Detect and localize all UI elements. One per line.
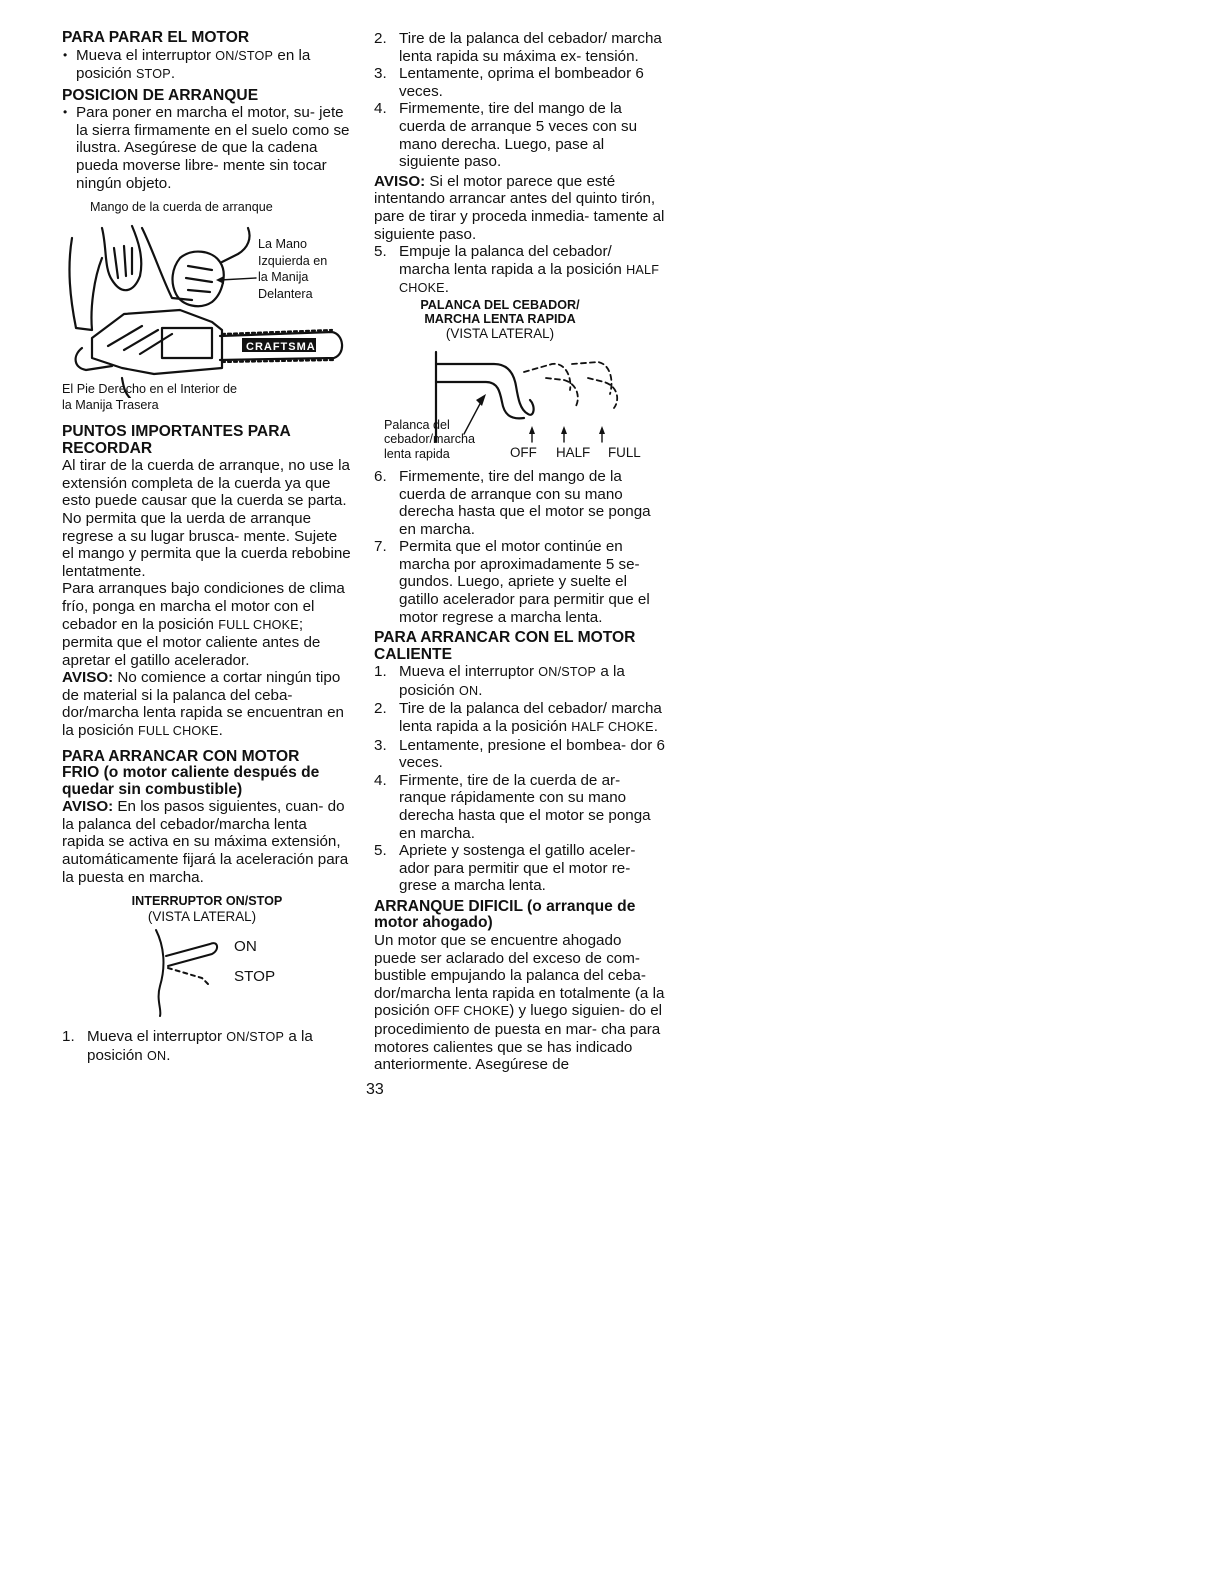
label-line: la Manija Trasera <box>62 397 159 412</box>
cold-step-5 <box>374 243 666 298</box>
text: . <box>478 681 483 699</box>
switch-stop-label: STOP <box>234 968 276 986</box>
cold-start-subheading: FRIO (o motor caliente después de quedar sin combustible) <box>62 764 320 798</box>
label-line: Delantera <box>258 286 313 301</box>
stop-heading: PARA PARAR EL MOTOR <box>62 29 250 46</box>
text: Lentamente, presione el bombea- dor 6 veces. <box>399 736 665 772</box>
text: HALF CHOKE <box>571 720 654 735</box>
warm-step-4 <box>374 772 666 842</box>
brand-logo: CRAFTSMAN <box>246 341 325 354</box>
page-number: 33 <box>366 1081 384 1098</box>
step-number: 1. <box>374 663 387 681</box>
cold-step-3 <box>374 65 666 100</box>
starter-handle-label: Mango de la cuerda de arranque <box>90 200 273 215</box>
label-line: lenta rapida <box>384 446 450 461</box>
text: Mueva el interruptor <box>87 1028 227 1046</box>
step-number: 3. <box>374 736 387 754</box>
text: . <box>444 279 450 297</box>
label-line: Izquierda en <box>258 253 328 268</box>
text: OFF CHOKE <box>433 1004 510 1019</box>
text: STOP <box>135 67 171 82</box>
warm-step-2 <box>374 700 666 736</box>
text: en la posición <box>76 46 311 83</box>
cold-step-2 <box>374 30 666 65</box>
text: Tire de la palanca del cebador/ marcha lenta rapida su máxima ex- tensión. <box>399 30 662 65</box>
step-number: 5. <box>374 842 387 860</box>
on-stop-switch-figure <box>62 894 352 1022</box>
step-number: 3. <box>374 65 387 83</box>
flooded-start-text <box>374 932 666 1074</box>
warning-label: AVISO: <box>374 172 426 190</box>
right-foot-label <box>62 382 237 413</box>
left-column <box>62 30 352 1065</box>
stop-instruction <box>62 47 352 84</box>
step-number: 2. <box>374 30 387 47</box>
start-position-text: • Para poner en marcha el motor, su- jete la sierra firmamente en el suelo como se ilustra. Asegúrese de que la cadena pueda moverse libre- mente sin tocar ningún objeto. <box>62 104 352 192</box>
text: Si el motor parece que esté intentando arrancar antes del quinto tirón, pare de tirar y proceda inmedia- tamente al siguiente paso. <box>374 172 665 243</box>
choke-off-label: OFF <box>510 444 537 460</box>
step-number: 5. <box>374 243 387 261</box>
label-line: la Manija <box>258 270 309 285</box>
label-line: La Mano <box>258 237 308 252</box>
choke-figure-title-2: MARCHA LENTA RAPIDA <box>424 311 576 326</box>
text: . <box>170 65 176 83</box>
text: ; permita que el motor caliente antes de apretar el gatillo acelerador. <box>62 615 321 669</box>
text: . <box>218 722 223 740</box>
text: Firmemente, tire del mango de la cuerda de arranque con su mano derecha hasta que el motor se ponga en marcha. <box>399 467 651 538</box>
text: ON/STOP <box>538 665 597 680</box>
cold-step-4 <box>374 100 666 170</box>
cold-step-1 <box>62 1028 352 1065</box>
text: En los pasos siguientes, cuan- do la palanca del cebador/marcha lenta rapida se activa en su máxima extensión, automáticamente fijará la aceleración para la puesta en marcha. <box>62 798 349 886</box>
warm-step-3 <box>374 737 666 772</box>
switch-figure-title: INTERRUPTOR ON/STOP <box>131 894 283 909</box>
starting-position-figure <box>62 198 352 414</box>
text: . <box>166 1046 171 1064</box>
text: HALF CHOKE <box>399 262 660 296</box>
text: Lentamente, oprima el bombeador 6 veces. <box>399 65 644 100</box>
step-number: 4. <box>374 771 387 789</box>
important-points-heading: PUNTOS IMPORTANTES PARA RECORDAR <box>62 423 291 457</box>
start-position-heading: POSICION DE ARRANQUE <box>62 86 259 104</box>
text: Apriete y sostenga el gatillo aceler- ador para permitir que el motor re- grese a marcha lenta. <box>399 842 636 895</box>
warning-1 <box>62 669 352 740</box>
left-hand-label <box>258 236 327 302</box>
important-points-text-1: Al tirar de la cuerda de arranque, no use la extensión completa de la cuerda ya que esto puede causar que la cuerda se parta. No permita que la uerda de arranque regrese a su lugar brusca- mente. Sujete el mango y permita que la cuerda rebobine lentatmente. <box>62 457 351 580</box>
text: Para arranques bajo condiciones de clima frío, ponga en marcha el motor con el cebador en la posición <box>62 580 345 633</box>
step-number: 7. <box>374 538 387 556</box>
text: ON/STOP <box>226 1030 285 1045</box>
label-line: Palanca del <box>384 417 450 432</box>
choke-figure-subtitle: (VISTA LATERAL) <box>445 325 555 341</box>
text: a la posición <box>87 1028 313 1064</box>
label-line: El Pie Derecho en el Interior de <box>62 382 238 397</box>
text: Mueva el interruptor <box>399 663 539 681</box>
text: ON/STOP <box>215 48 274 63</box>
text: Permita que el motor continúe en marcha por aproximadamente 5 se- gundos. Luego, apriete y suelte el gatillo acelerador para permitir que el motor regrese a marcha lenta. <box>399 538 650 626</box>
flooded-start-heading: ARRANQUE DIFICIL (o arranque de motor ahogado) <box>374 897 636 932</box>
text: Firmente, tire de la cuerda de ar- ranque rápidamente con su mano derecha hasta que el motor se ponga en marcha. <box>399 771 651 842</box>
text: FULL CHOKE <box>218 617 299 632</box>
text: Un motor que se encuentre ahogado puede ser aclarado del exceso de com- bustible empujando la palanca del ceba- dor/marcha lenta rapida en totalmente (a la posición <box>374 931 665 1020</box>
step-number: 4. <box>374 100 387 118</box>
important-points-text-2 <box>62 580 352 669</box>
text: Firmemente, tire del mango de la cuerda de arranque 5 veces con su mano derecha. Luego, pase al siguiente paso. <box>399 100 638 171</box>
warm-step-1 <box>374 663 666 700</box>
cold-step-7 <box>374 538 666 626</box>
warning-label: AVISO: <box>62 798 114 816</box>
text: FULL CHOKE <box>137 724 219 739</box>
warning-2 <box>62 798 352 886</box>
right-column <box>374 30 666 1074</box>
cold-step-6 <box>374 468 666 538</box>
text: ON <box>146 1048 167 1063</box>
step-number: 6. <box>374 467 387 485</box>
text: a la posición <box>399 663 625 699</box>
text: Mueva el interruptor <box>76 46 216 64</box>
choke-lever-figure <box>374 298 666 468</box>
text: No comience a cortar ningún tipo de material si la palanca del ceba- dor/marcha lenta rapida se encuentran en la posición <box>62 669 344 740</box>
warm-step-5 <box>374 842 666 895</box>
choke-half-label: HALF <box>556 444 591 460</box>
warning-label: AVISO: <box>62 669 114 687</box>
cold-start-heading: PARA ARRANCAR CON MOTOR <box>62 747 300 765</box>
text: Empuje la palanca del cebador/ marcha lenta rapida a la posición <box>399 243 627 278</box>
choke-figure-title-1: PALANCA DEL CEBADOR/ <box>420 297 580 312</box>
choke-full-label: FULL <box>608 444 641 460</box>
choke-lever-label <box>384 418 475 462</box>
step-number: 2. <box>374 700 387 718</box>
step-number: 1. <box>62 1028 75 1046</box>
text: ON <box>458 683 479 698</box>
switch-on-label: ON <box>234 938 257 956</box>
label-line: cebador/marcha <box>384 432 476 447</box>
switch-figure-subtitle: (VISTA LATERAL) <box>147 909 257 925</box>
warm-start-heading: PARA ARRANCAR CON EL MOTOR CALIENTE <box>374 629 636 663</box>
text: ) y luego siguien- do el procedimiento de puesta en mar- cha para motores calientes que se has indicado anteriormente. Asegúrese de <box>374 1002 663 1074</box>
warning-3 <box>374 173 666 243</box>
text: . <box>653 718 658 736</box>
text: Tire de la palanca del cebador/ marcha lenta rapida a la posición <box>399 700 662 736</box>
